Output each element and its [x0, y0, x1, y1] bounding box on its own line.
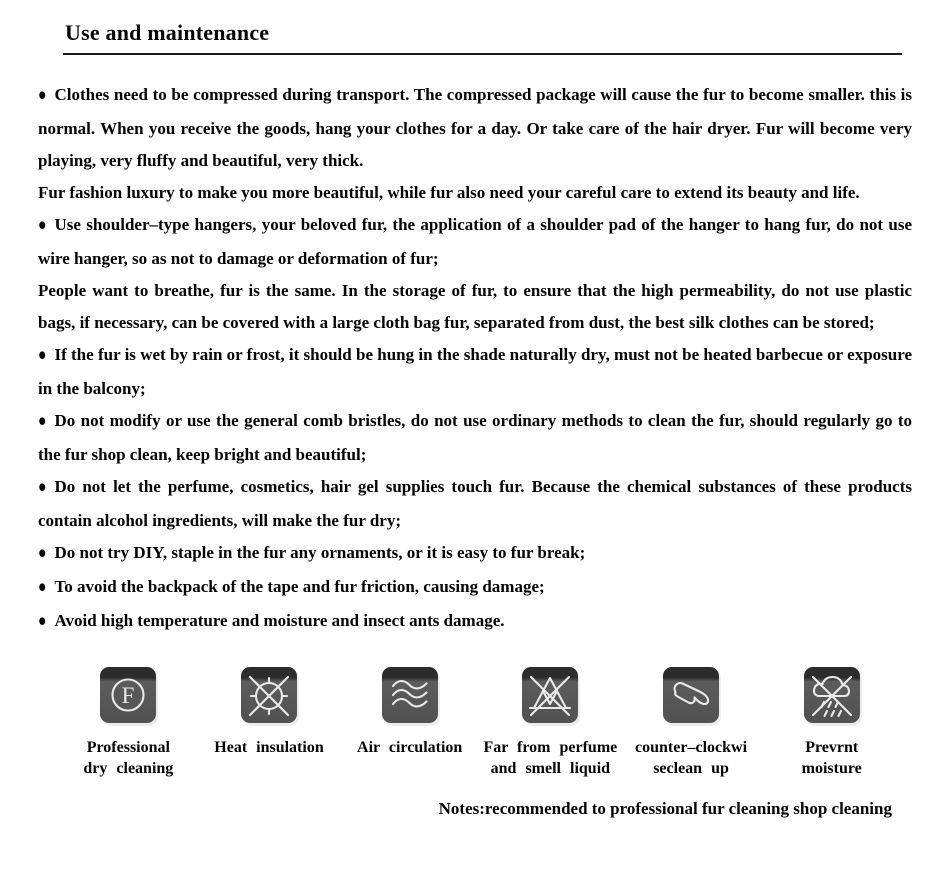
- page-title: Use and maintenance: [65, 20, 270, 45]
- care-label: Far from perfume and smell liquid: [483, 739, 618, 777]
- paragraph-text: Do not let the perfume, cosmetics, hair gel supplies touch fur. Because the chemical substances of these products contain alcohol ingredients, will make the fur dry;: [38, 477, 912, 530]
- bullet-icon: ●: [38, 86, 47, 105]
- care-item-heat-insulation: [199, 667, 340, 779]
- care-instructions-text: [38, 79, 912, 639]
- paragraph: [38, 605, 912, 639]
- care-item-prevent-moisture: [761, 667, 902, 779]
- bullet-icon: ●: [38, 412, 47, 431]
- no-perfume-icon: [522, 667, 578, 723]
- care-label: Heat insulation: [214, 739, 324, 756]
- paragraph-text: Avoid high temperature and moisture and insect ants damage.: [54, 611, 505, 630]
- paragraph-text: Do not modify or use the general comb bristles, do not use ordinary methods to clean the fur, should regularly go to the fur shop clean, keep bright and beautiful;: [38, 411, 912, 464]
- paragraph: [38, 275, 912, 339]
- paragraph-text: Fur fashion luxury to make you more beautiful, while fur also need your careful care to extend its beauty and life.: [38, 183, 860, 202]
- notes-line: Notes:recommended to professional fur cleaning shop cleaning: [438, 799, 892, 818]
- dry-clean-f-icon: [100, 667, 156, 723]
- care-item-counter-clockwise-clean: [621, 667, 762, 779]
- paragraph-text: If the fur is wet by rain or frost, it should be hung in the shade naturally dry, must not be heated barbecue or exposure in the balcony;: [38, 345, 912, 398]
- no-heat-icon: [241, 667, 297, 723]
- svg-text:F: F: [121, 683, 135, 708]
- paragraph-text: Use shoulder–type hangers, your beloved fur, the application of a shoulder pad of the hanger to hang fur, do not use wire hanger, so as not to damage or deformation of fur;: [38, 215, 912, 268]
- paragraph: [38, 405, 912, 471]
- paragraph-text: Do not try DIY, staple in the fur any ornaments, or it is easy to fur break;: [54, 543, 586, 562]
- paragraph-text: Clothes need to be compressed during transport. The compressed package will cause the fur to become smaller. this is normal. When you receive the goods, hang your clothes for a day. Or take care of the hair dryer. Fur will become very playing, very fluffy and beautiful, very thick.: [38, 85, 912, 170]
- care-item-dry-cleaning: [58, 667, 199, 779]
- care-symbols-row: [58, 667, 902, 779]
- title-underline: [63, 53, 902, 55]
- bullet-icon: ●: [38, 478, 47, 497]
- care-item-air-circulation: [339, 667, 480, 779]
- paragraph: [38, 471, 912, 537]
- care-label: Prevrnt moisture: [801, 739, 862, 777]
- care-item-no-perfume: [480, 667, 621, 779]
- care-label: Professional dry cleaning: [83, 739, 174, 777]
- paragraph: [38, 339, 912, 405]
- paragraph: [38, 177, 912, 209]
- bullet-icon: ●: [38, 216, 47, 235]
- care-label: counter–clockwi seclean up: [635, 739, 748, 777]
- air-circulation-icon: [382, 667, 438, 723]
- paragraph-text: People want to breathe, fur is the same. In the storage of fur, to ensure that the high permeability, do not use plastic bags, if necessary, can be covered with a large cloth bag fur, separated from dust, the best silk clothes can be stored;: [38, 281, 912, 332]
- bullet-icon: ●: [38, 346, 47, 365]
- bullet-icon: ●: [38, 612, 47, 631]
- no-moisture-icon: [804, 667, 860, 723]
- paragraph-text: To avoid the backpack of the tape and fur friction, causing damage;: [54, 577, 545, 596]
- paragraph: [38, 571, 912, 605]
- bullet-icon: ●: [38, 544, 47, 563]
- care-label: Air circulation: [357, 739, 463, 756]
- paragraph: [38, 209, 912, 275]
- paragraph: [38, 79, 912, 177]
- bullet-icon: ●: [38, 578, 47, 597]
- paragraph: [38, 537, 912, 571]
- brush-clean-icon: [663, 667, 719, 723]
